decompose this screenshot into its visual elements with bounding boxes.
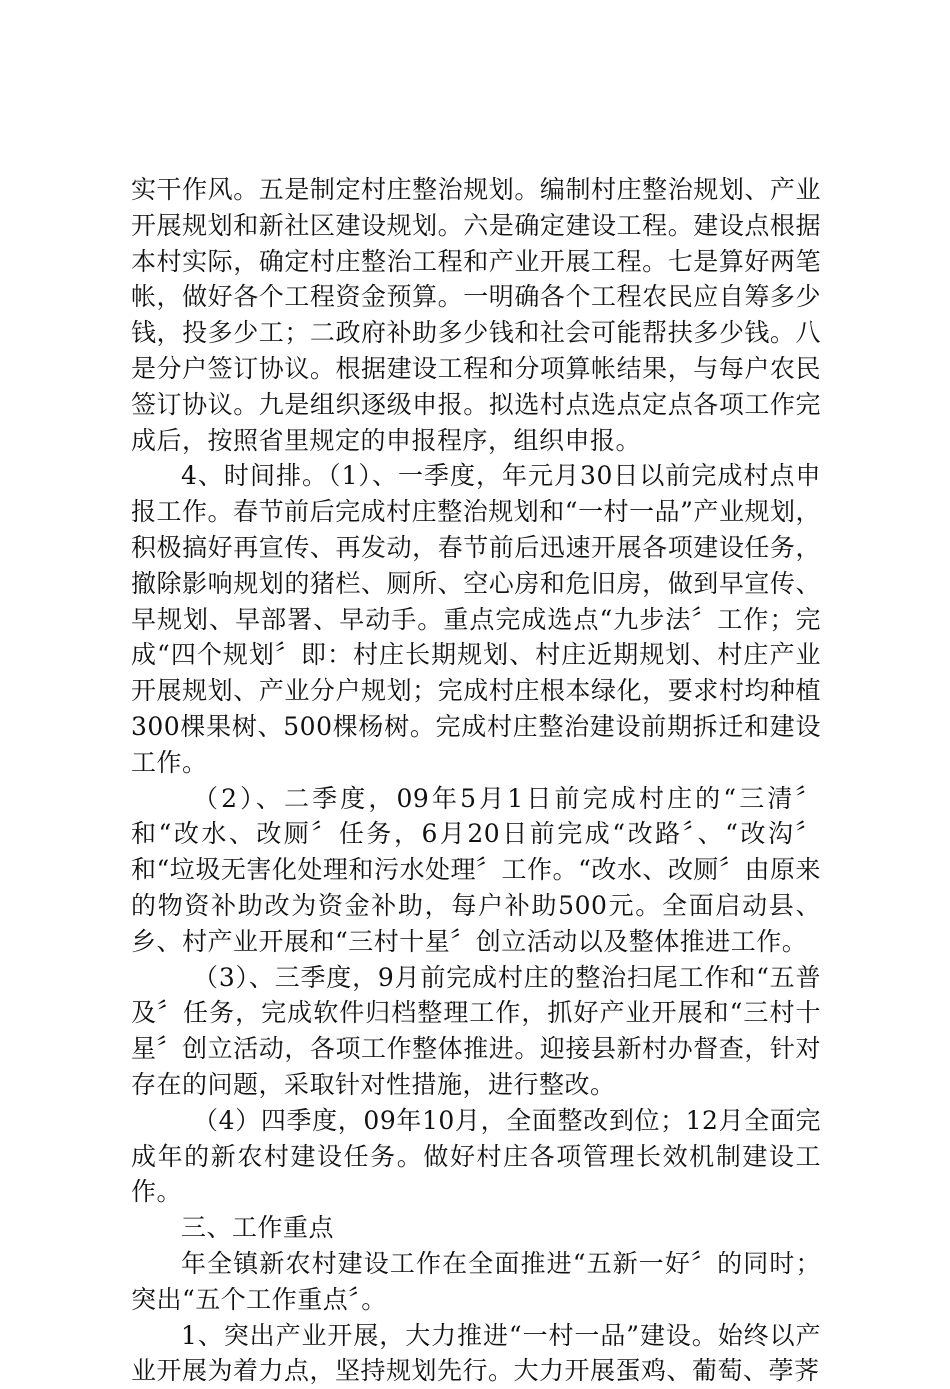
document-body [131,172,821,1389]
paragraph-continuation: 实干作风。五是制定村庄整治规划。编制村庄整治规划、产业开展规划和新社区建设规划。六是确定建设工程。建设点根据本村实际，确定村庄整治工程和产业开展工程。七是算好两笔帐，做好各个工程资金预算。一明确各个工程农民应自筹多少钱，投多少工；二政府补助多少钱和社会可能帮扶多少钱。八是分户签订协议。根据建设工程和分项算帐结果，与每户农民签订协议。九是组织逐级申报。拟选村点选点定点各项工作完成后，按照省里规定的申报程序，组织申报。 [131,172,821,458]
paragraph-schedule: 4、时间排。（1）、一季度，年元月30日以前完成村点申报工作。春节前后完成村庄整治规划和“一村一品”产业规划，积极搞好再宣传、再发动，春节前后迅速开展各项建设任务，撤除影响规划的猪栏、厕所、空心房和危旧房，做到早宣传、早规划、早部署、早动手。重点完成选点“九步法〞工作；完成“四个规划〞即：村庄长期规划、村庄近期规划、村庄产业开展规划、产业分户规划；完成村庄根本绿化，要求村均种植300棵果树、500棵杨树。完成村庄整治建设前期拆迁和建设工作。 [131,458,821,780]
paragraph-industry-development: 1、突出产业开展，大力推进“一村一品”建设。始终以产业开展为着力点，坚持规划先行。大力开展蛋鸡、葡萄、荸荠 [131,1318,821,1389]
paragraph-second-quarter: （2）、二季度，09年5月1日前完成村庄的“三清〞和“改水、改厕〞任务，6月20日前完成“改路〞、“改沟〞和“垃圾无害化处理和污水处理〞工作。“改水、改厕〞由原来的物资补助改为资金补助，每户补助500元。全面启动县、乡、村产业开展和“三村十星〞创立活动以及整体推进工作。 [131,781,821,960]
paragraph-focus-intro: 年全镇新农村建设工作在全面推进“五新一好〞的同时；突出“五个工作重点〞。 [131,1246,821,1318]
paragraph-fourth-quarter: （4）四季度，09年10月，全面整改到位；12月全面完成年的新农村建设任务。做好村庄各项管理长效机制建设工作。 [131,1103,821,1210]
paragraph-third-quarter: （3）、三季度，9月前完成村庄的整治扫尾工作和“五普及〞任务，完成软件归档整理工作，抓好产业开展和“三村十星〞创立活动，各项工作整体推进。迎接县新村办督查，针对存在的问题，采取针对性措施，进行整改。 [131,960,821,1103]
section-heading-work-focus: 三、工作重点 [131,1210,821,1246]
